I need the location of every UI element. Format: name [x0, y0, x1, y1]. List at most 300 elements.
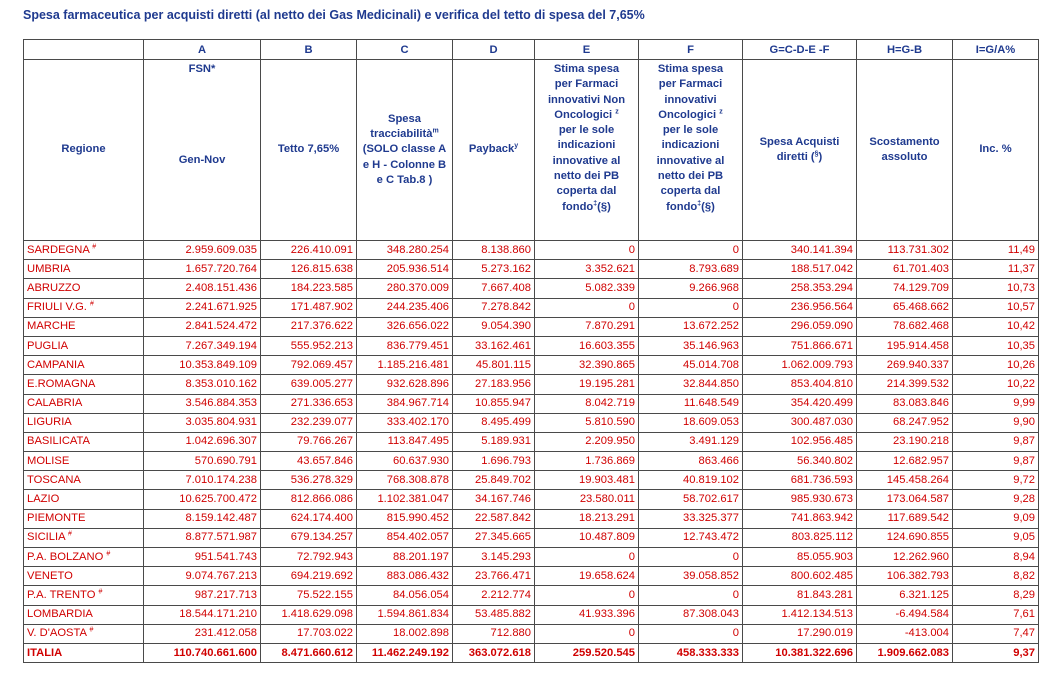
value-cell-i: 9,09: [953, 509, 1039, 528]
header-line: [548, 93, 625, 108]
region-name: PUGLIA: [27, 339, 69, 352]
region-cell: [24, 452, 144, 471]
region-cell: [24, 471, 144, 490]
value-cell-b: 75.522.155: [261, 586, 357, 605]
column-letter: I=G/A%: [953, 40, 1039, 60]
value-cell-c: 1.185.216.481: [357, 356, 453, 375]
region-cell: [24, 548, 144, 567]
value-cell-d: 25.849.702: [453, 471, 535, 490]
table-row: [24, 605, 1039, 624]
value-cell-g: 10.381.322.696: [743, 643, 857, 662]
value-cell-f: 87.308.043: [639, 605, 743, 624]
value-cell-e: 0: [535, 624, 639, 643]
table-row: [24, 471, 1039, 490]
footnote-mark: #: [106, 549, 111, 557]
table-row: [24, 241, 1039, 260]
value-cell-d: 5.273.162: [453, 260, 535, 279]
table-row: [24, 509, 1039, 528]
header-line-text: innovative al: [552, 154, 621, 167]
value-cell-a: 3.035.804.931: [144, 413, 261, 432]
header-spesa-tracciabilita: [357, 60, 453, 241]
table-row: [24, 394, 1039, 413]
header-line: [559, 123, 614, 138]
value-cell-f: 40.819.102: [639, 471, 743, 490]
header-line: [557, 184, 617, 199]
header-line-text: Stima spesa: [553, 63, 620, 75]
value-cell-e: 1.736.869: [535, 452, 639, 471]
header-line-text: Oncologici: [554, 108, 613, 121]
value-cell-g: 751.866.671: [743, 336, 857, 355]
page-title: Spesa farmaceutica per acquisti diretti (al netto dei Gas Medicinali) e verifica del tetto di spesa del 7,65%: [23, 8, 645, 22]
value-cell-c: 854.402.057: [357, 528, 453, 547]
value-cell-d: 27.345.665: [453, 528, 535, 547]
value-cell-d: 8.495.499: [453, 413, 535, 432]
region-cell: [24, 490, 144, 509]
value-cell-f: 18.609.053: [639, 413, 743, 432]
value-cell-h: 214.399.532: [857, 375, 953, 394]
region-name: V. D'AOSTA: [27, 627, 87, 640]
value-cell-b: 232.239.077: [261, 413, 357, 432]
region-cell: [24, 298, 144, 317]
region-name: E.ROMAGNA: [27, 377, 96, 390]
value-cell-d: 33.162.461: [453, 336, 535, 355]
value-cell-g: 681.736.593: [743, 471, 857, 490]
table-row: [24, 567, 1039, 586]
value-cell-d: 8.138.860: [453, 241, 535, 260]
value-cell-a: 1.042.696.307: [144, 432, 261, 451]
value-cell-e: 2.209.950: [535, 432, 639, 451]
value-cell-i: 7,61: [953, 605, 1039, 624]
value-cell-f: 0: [639, 586, 743, 605]
region-name: MOLISE: [27, 454, 70, 467]
value-cell-g: 354.420.499: [743, 394, 857, 413]
header-line: [658, 108, 722, 123]
value-cell-e: 0: [535, 548, 639, 567]
footnote-mark: z: [719, 108, 723, 116]
header-line: assoluto: [881, 151, 928, 163]
value-cell-i: 7,47: [953, 624, 1039, 643]
value-cell-h: 68.247.952: [857, 413, 953, 432]
column-letter: D: [453, 40, 535, 60]
value-cell-g: 985.930.673: [743, 490, 857, 509]
header-line: [554, 108, 618, 123]
value-cell-a: 10.353.849.109: [144, 356, 261, 375]
value-cell-h: 1.909.662.083: [857, 643, 953, 662]
value-cell-a: 2.959.609.035: [144, 241, 261, 260]
header-line-text: innovativi Non: [547, 93, 626, 106]
header-line: diretti (: [776, 151, 815, 163]
value-cell-f: 9.266.968: [639, 279, 743, 298]
value-cell-h: 195.914.458: [857, 336, 953, 355]
header-line-text: per Farmaci: [658, 78, 723, 91]
header-line: [658, 62, 723, 77]
region-name: LOMBARDIA: [27, 608, 93, 621]
value-cell-d: 2.212.774: [453, 586, 535, 605]
value-cell-g: 803.825.112: [743, 528, 857, 547]
value-cell-f: 3.491.129: [639, 432, 743, 451]
header-tetto: Tetto 7,65%: [261, 60, 357, 241]
header-innovativi-non-oncologici: [535, 60, 639, 241]
column-letter: H=G-B: [857, 40, 953, 60]
value-cell-g: 81.843.281: [743, 586, 857, 605]
value-cell-i: 10,42: [953, 317, 1039, 336]
footnote-mark: ‡: [697, 199, 702, 207]
value-cell-b: 624.174.400: [261, 509, 357, 528]
header-line: [662, 138, 720, 153]
value-cell-i: 10,22: [953, 375, 1039, 394]
region-cell: [24, 586, 144, 605]
value-cell-g: 741.863.942: [743, 509, 857, 528]
value-cell-d: 27.183.956: [453, 375, 535, 394]
value-cell-e: 0: [535, 298, 639, 317]
value-cell-d: 22.587.842: [453, 509, 535, 528]
value-cell-h: -413.004: [857, 624, 953, 643]
value-cell-a: 3.546.884.353: [144, 394, 261, 413]
value-cell-h: 65.468.662: [857, 298, 953, 317]
value-cell-a: 18.544.171.210: [144, 605, 261, 624]
region-name: P.A. BOLZANO: [27, 550, 104, 563]
header-line-text: netto dei PB: [553, 170, 620, 183]
header-line-text: (§): [597, 200, 611, 213]
value-cell-g: 236.956.564: [743, 298, 857, 317]
value-cell-a: 8.353.010.162: [144, 375, 261, 394]
value-cell-f: 12.743.472: [639, 528, 743, 547]
value-cell-i: 9,72: [953, 471, 1039, 490]
region-name: VENETO: [27, 569, 73, 582]
value-cell-a: 110.740.661.600: [144, 643, 261, 662]
value-cell-h: 23.190.218: [857, 432, 953, 451]
header-line-text: per le sole: [662, 124, 719, 137]
value-cell-b: 694.219.692: [261, 567, 357, 586]
table-row: [24, 356, 1039, 375]
value-cell-g: 1.412.134.513: [743, 605, 857, 624]
value-cell-e: 23.580.011: [535, 490, 639, 509]
column-letter: G=C-D-E -F: [743, 40, 857, 60]
footnote-mark: #: [92, 242, 97, 250]
region-cell: [24, 375, 144, 394]
region-name: BASILICATA: [27, 435, 90, 448]
header-line-text: Oncologici: [658, 108, 717, 121]
header-line: [657, 154, 725, 169]
header-line: Scostamento: [869, 135, 940, 148]
value-cell-c: 768.308.878: [357, 471, 453, 490]
header-line-text: fondo: [562, 200, 594, 213]
value-cell-f: 33.325.377: [639, 509, 743, 528]
footnote-mark: #: [89, 626, 94, 634]
header-innovativi-oncologici: [639, 60, 743, 241]
value-cell-e: 5.082.339: [535, 279, 639, 298]
value-cell-d: 45.801.115: [453, 356, 535, 375]
footnote-mark: ‡: [593, 199, 598, 207]
value-cell-e: 16.603.355: [535, 336, 639, 355]
value-cell-c: 326.656.022: [357, 317, 453, 336]
value-cell-b: 72.792.943: [261, 548, 357, 567]
value-cell-i: 11,49: [953, 241, 1039, 260]
header-line-text: coperta dal: [660, 185, 721, 198]
region-cell: [24, 356, 144, 375]
value-cell-d: 5.189.931: [453, 432, 535, 451]
region-name: CALABRIA: [27, 397, 83, 410]
header-line: [562, 200, 611, 215]
footnote-mark: #: [98, 588, 103, 596]
value-cell-i: 10,26: [953, 356, 1039, 375]
value-cell-e: 7.870.291: [535, 317, 639, 336]
value-cell-f: 39.058.852: [639, 567, 743, 586]
value-cell-b: 679.134.257: [261, 528, 357, 547]
value-cell-c: 18.002.898: [357, 624, 453, 643]
value-cell-h: 113.731.302: [857, 241, 953, 260]
header-regione: Regione: [24, 60, 144, 241]
value-cell-c: 1.594.861.834: [357, 605, 453, 624]
value-cell-g: 56.340.802: [743, 452, 857, 471]
region-cell: [24, 413, 144, 432]
value-cell-c: 205.936.514: [357, 260, 453, 279]
region-cell: [24, 528, 144, 547]
table-row: [24, 452, 1039, 471]
value-cell-f: 458.333.333: [639, 643, 743, 662]
value-cell-b: 8.471.660.612: [261, 643, 357, 662]
region-name: ITALIA: [27, 646, 63, 659]
region-name: UMBRIA: [27, 262, 71, 275]
value-cell-d: 363.072.618: [453, 643, 535, 662]
value-cell-e: 19.903.481: [535, 471, 639, 490]
value-cell-c: 280.370.009: [357, 279, 453, 298]
value-cell-g: 102.956.485: [743, 432, 857, 451]
value-cell-b: 217.376.622: [261, 317, 357, 336]
header-line: (SOLO classe A: [362, 143, 447, 156]
header-line: [661, 184, 721, 199]
value-cell-c: 11.462.249.192: [357, 643, 453, 662]
column-letter: E: [535, 40, 639, 60]
header-line: Payback: [468, 143, 515, 156]
region-cell: [24, 394, 144, 413]
value-cell-a: 7.010.174.238: [144, 471, 261, 490]
header-line-text: indicazioni: [661, 139, 720, 152]
value-cell-h: 269.940.337: [857, 356, 953, 375]
table-row: [24, 432, 1039, 451]
value-cell-a: 8.159.142.487: [144, 509, 261, 528]
column-letter: A: [144, 40, 261, 60]
table-row: [24, 624, 1039, 643]
value-cell-c: 815.990.452: [357, 509, 453, 528]
value-cell-d: 3.145.293: [453, 548, 535, 567]
value-cell-e: 19.195.281: [535, 375, 639, 394]
table-row: [24, 586, 1039, 605]
header-line: [658, 169, 723, 184]
region-cell: [24, 605, 144, 624]
header-line-text: innovative al: [656, 154, 725, 167]
header-line: ): [818, 151, 823, 163]
value-cell-g: 300.487.030: [743, 413, 857, 432]
value-cell-i: 8,94: [953, 548, 1039, 567]
value-cell-d: 7.667.408: [453, 279, 535, 298]
table-row: [24, 490, 1039, 509]
region-name: PIEMONTE: [27, 512, 86, 525]
footnote-mark: #: [68, 530, 72, 538]
value-cell-g: 800.602.485: [743, 567, 857, 586]
value-cell-g: 296.059.090: [743, 317, 857, 336]
value-cell-f: 8.793.689: [639, 260, 743, 279]
header-line: [659, 77, 722, 92]
value-cell-c: 333.402.170: [357, 413, 453, 432]
value-cell-f: 11.648.549: [639, 394, 743, 413]
region-cell: [24, 279, 144, 298]
value-cell-h: -6.494.584: [857, 605, 953, 624]
value-cell-f: 0: [639, 298, 743, 317]
value-cell-c: 1.102.381.047: [357, 490, 453, 509]
header-line: [663, 123, 718, 138]
region-cell: [24, 260, 144, 279]
value-cell-g: 258.353.294: [743, 279, 857, 298]
header-line: [555, 77, 618, 92]
value-cell-h: 61.701.403: [857, 260, 953, 279]
header-line: tracciabilità: [370, 128, 433, 141]
header-line: Spesa Acquisti: [759, 135, 840, 148]
region-cell: [24, 241, 144, 260]
value-cell-c: 88.201.197: [357, 548, 453, 567]
region-name: P.A. TRENTO: [27, 588, 96, 601]
value-cell-e: 5.810.590: [535, 413, 639, 432]
header-line: e C Tab.8 ): [376, 173, 433, 186]
header-line: [558, 138, 616, 153]
header-line: [664, 93, 716, 108]
value-cell-h: 74.129.709: [857, 279, 953, 298]
value-cell-c: 60.637.930: [357, 452, 453, 471]
column-letter: [24, 40, 144, 60]
value-cell-h: 173.064.587: [857, 490, 953, 509]
value-cell-h: 12.682.957: [857, 452, 953, 471]
header-incidenza: Inc. %: [953, 60, 1039, 241]
header-line-text: fondo: [666, 200, 698, 213]
table-row: [24, 375, 1039, 394]
value-cell-c: 836.779.451: [357, 336, 453, 355]
value-cell-e: 3.352.621: [535, 260, 639, 279]
region-name: LAZIO: [27, 493, 60, 506]
value-cell-b: 812.866.086: [261, 490, 357, 509]
table-row: [24, 336, 1039, 355]
value-cell-f: 0: [639, 548, 743, 567]
value-cell-b: 43.657.846: [261, 452, 357, 471]
value-cell-c: 932.628.896: [357, 375, 453, 394]
value-cell-c: 348.280.254: [357, 241, 453, 260]
table-row: [24, 413, 1039, 432]
header-line: [666, 200, 715, 215]
region-name: LIGURIA: [27, 416, 72, 429]
value-cell-i: 9,87: [953, 432, 1039, 451]
region-cell: [24, 567, 144, 586]
value-cell-g: 188.517.042: [743, 260, 857, 279]
value-cell-i: 8,29: [953, 586, 1039, 605]
header-line-text: per Farmaci: [554, 78, 619, 91]
value-cell-d: 23.766.471: [453, 567, 535, 586]
value-cell-i: 9,90: [953, 413, 1039, 432]
value-cell-b: 1.418.629.098: [261, 605, 357, 624]
region-cell: [24, 317, 144, 336]
region-name: SARDEGNA: [27, 243, 90, 256]
region-name: ABRUZZO: [27, 281, 81, 294]
value-cell-a: 10.625.700.472: [144, 490, 261, 509]
header-line-text: per le sole: [558, 124, 615, 137]
footnote-mark: z: [615, 108, 619, 116]
value-cell-i: 9,05: [953, 528, 1039, 547]
column-letter: C: [357, 40, 453, 60]
header-payback: [453, 60, 535, 241]
value-cell-a: 9.074.767.213: [144, 567, 261, 586]
header-line-text: innovativi: [664, 93, 717, 106]
region-name: SICILIA: [27, 531, 65, 544]
value-cell-e: 41.933.396: [535, 605, 639, 624]
value-cell-c: 384.967.714: [357, 394, 453, 413]
value-cell-e: 18.213.291: [535, 509, 639, 528]
value-cell-h: 145.458.264: [857, 471, 953, 490]
value-cell-b: 79.766.267: [261, 432, 357, 451]
value-cell-f: 32.844.850: [639, 375, 743, 394]
column-letter: B: [261, 40, 357, 60]
value-cell-f: 35.146.963: [639, 336, 743, 355]
table-row: [24, 548, 1039, 567]
region-name: MARCHE: [27, 320, 76, 333]
value-cell-d: 712.880: [453, 624, 535, 643]
total-row: [24, 643, 1039, 662]
value-cell-d: 7.278.842: [453, 298, 535, 317]
value-cell-h: 6.321.125: [857, 586, 953, 605]
header-line: [554, 169, 619, 184]
region-cell: [24, 509, 144, 528]
value-cell-d: 53.485.882: [453, 605, 535, 624]
value-cell-b: 536.278.329: [261, 471, 357, 490]
value-cell-e: 0: [535, 586, 639, 605]
value-cell-d: 9.054.390: [453, 317, 535, 336]
header-line: e H - Colonne B: [362, 158, 447, 171]
header-line-text: indicazioni: [557, 139, 616, 152]
region-name: TOSCANA: [27, 473, 81, 486]
value-cell-e: 259.520.545: [535, 643, 639, 662]
header-line: [553, 154, 621, 169]
value-cell-b: 639.005.277: [261, 375, 357, 394]
value-cell-i: 9,37: [953, 643, 1039, 662]
header-fsn-label: FSN*: [188, 63, 216, 75]
value-cell-h: 124.690.855: [857, 528, 953, 547]
region-name: CAMPANIA: [27, 358, 85, 371]
value-cell-g: 340.141.394: [743, 241, 857, 260]
value-cell-b: 226.410.091: [261, 241, 357, 260]
region-cell: [24, 643, 144, 662]
value-cell-i: 9,87: [953, 452, 1039, 471]
value-cell-a: 2.241.671.925: [144, 298, 261, 317]
table-row: [24, 317, 1039, 336]
value-cell-b: 17.703.022: [261, 624, 357, 643]
value-cell-g: 17.290.019: [743, 624, 857, 643]
region-cell: [24, 432, 144, 451]
footnote-mark: §: [814, 150, 819, 158]
value-cell-c: 113.847.495: [357, 432, 453, 451]
header-line-text: coperta dal: [556, 185, 617, 198]
header-line-text: (§): [701, 200, 715, 213]
value-cell-a: 2.408.151.436: [144, 279, 261, 298]
value-cell-b: 555.952.213: [261, 336, 357, 355]
value-cell-d: 34.167.746: [453, 490, 535, 509]
value-cell-i: 10,35: [953, 336, 1039, 355]
value-cell-f: 0: [639, 624, 743, 643]
value-cell-i: 9,28: [953, 490, 1039, 509]
value-cell-h: 12.262.960: [857, 548, 953, 567]
spending-table: [23, 39, 1039, 663]
header-fsn: [144, 60, 261, 241]
table-row: [24, 279, 1039, 298]
value-cell-g: 1.062.009.793: [743, 356, 857, 375]
value-cell-a: 570.690.791: [144, 452, 261, 471]
value-cell-b: 184.223.585: [261, 279, 357, 298]
